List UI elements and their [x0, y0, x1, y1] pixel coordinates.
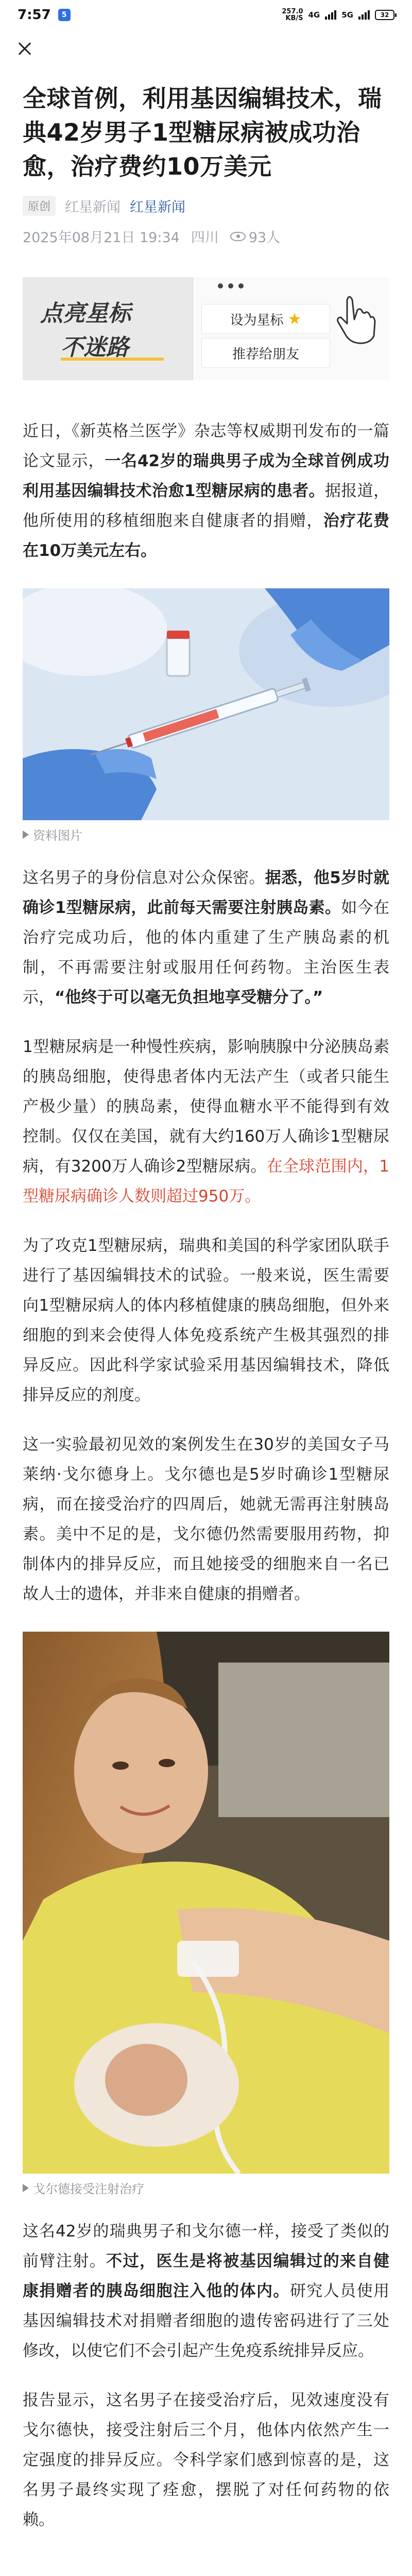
recommend-label: 推荐给朋友: [232, 346, 299, 362]
paragraph-4-text-1: 为了攻克1型糖尿病，瑞典和美国的科学家团队联手进行了基因编辑技术的试验。一般来说，医生需要向1型糖尿病人的体内移植健康的胰岛细胞，但外来细胞的到来会使得人体免疫系统产生极其强烈的排异反应。因此科学家试验采用基因编辑技术，降低排异反应的剂度。: [23, 1236, 389, 1404]
location: 四川: [191, 230, 219, 246]
paragraph-3-text-1: 1型糖尿病是一种慢性疾病，影响胰腺中分泌胰岛素的胰岛细胞，使得患者体内无法产生（或者只能生产极少量）的胰岛素，使得血糖水平不能得到有效控制。仅仅在美国，就有大约160万人确诊1型糖尿病，有3200万人确诊2型糖尿病。: [23, 1038, 389, 1176]
network-speed-value: 257.0: [282, 8, 303, 15]
paragraph-1-text-2: 据报道，他所使用的移植细胞来自健康者的捐赠，: [23, 482, 389, 530]
paragraph-3: [23, 1032, 389, 1211]
paragraph-2-bold-1: 据悉，他5岁时就确诊1型糖尿病，此前每天需要注射胰岛素。: [23, 869, 389, 917]
paragraph-6: [23, 2216, 389, 2366]
status-bar: [0, 0, 412, 30]
image-2-caption-text: 戈尔德接受注射治疗: [33, 2182, 144, 2196]
patient-photo-icon: [23, 1632, 389, 2174]
recommend-friend-button[interactable]: [201, 338, 330, 368]
paragraph-5-text-1: 这一实验最初见效的案例发生在30岁的美国女子马莱纳·戈尔德身上。戈尔德也是5岁时确诊1型糖尿病，而在接受治疗的四周后，她就无需再注射胰岛素。美中不足的是，戈尔德仍然需要服用药物，抑制体内的排异反应，而且她接受的细胞来自一名已故人士的遗体，并非来自健康的捐赠者。: [23, 1435, 389, 1603]
notification-icon: [58, 9, 71, 21]
source-row: [23, 196, 389, 216]
status-left: [18, 7, 71, 23]
paragraph-2-bold-2: “他终于可以毫无负担地享受糖分了。”: [55, 988, 323, 1007]
notification-count: 5: [61, 11, 67, 19]
status-time: 7:57: [18, 7, 51, 23]
banner-menu: [193, 277, 389, 380]
signal-icon: [325, 10, 336, 20]
banner-line-1: 点亮星标: [40, 300, 131, 327]
caption-marker-icon: [23, 831, 29, 839]
network-type-2: 5G: [341, 10, 353, 20]
views: [230, 226, 280, 246]
paragraph-4: [23, 1231, 389, 1410]
network-speed: [282, 8, 303, 22]
source-author-link[interactable]: 红星新闻: [130, 199, 186, 215]
star-banner: [23, 277, 389, 380]
source-name[interactable]: 红星新闻: [65, 199, 121, 215]
paragraph-5: [23, 1430, 389, 1609]
caption-marker-icon: [23, 2184, 29, 2192]
more-dots-icon: [218, 283, 244, 289]
meta-row: [23, 226, 389, 246]
close-icon[interactable]: [14, 38, 35, 59]
paragraph-2: [23, 863, 389, 1012]
paragraph-7-text-1: 报告显示，这名男子在接受治疗后，见效速度没有戈尔德快，接受注射后三个月，他体内依然产生一定强度的排异反应。令科学家们感到惊喜的是，这名男子最终实现了痊愈，摆脱了对任何药物的依赖。: [23, 2391, 389, 2529]
star-icon: ★: [287, 310, 302, 328]
network-type: 4G: [308, 10, 320, 20]
paragraph-1-bold-2: 治疗花费在10万美元左右。: [23, 512, 390, 560]
paragraph-7: [23, 2385, 389, 2535]
article-content: [0, 81, 412, 2535]
paragraph-6-text-2: 研究人员使用基因编辑技术对捐赠者细胞的遗传密码进行了三处修改，以使它们不会引起产生免疫系统排异反应。: [23, 2282, 390, 2360]
article-title: 全球首例，利用基因编辑技术，瑞典42岁男子1型糖尿病被成功治愈，治疗费约10万美元: [23, 84, 382, 180]
paragraph-1-bold-1: 一名42岁的瑞典男子成为全球首例成功利用基因编辑技术治愈1型糖尿病的患者。: [23, 452, 390, 500]
paragraph-1: [23, 416, 389, 566]
network-speed-unit: KB/S: [285, 14, 303, 22]
status-right: [282, 8, 394, 22]
paragraph-2-text-2: 如今在治疗完成功后，他的体内重建了生产胰岛素的机制，不再需要注射或服用任何药物。主治医生表示，: [23, 899, 389, 1007]
set-star-button[interactable]: [201, 304, 330, 334]
article-image-1[interactable]: [23, 588, 389, 820]
publish-time: 2025年08月21日 19:34: [23, 230, 180, 246]
battery-level: 32: [380, 11, 389, 19]
paragraph-6-text-1: 这名42岁的瑞典男子和戈尔德一样，接受了类似的前臂注射。: [23, 2222, 389, 2270]
view-count: 93人: [248, 230, 281, 246]
battery-icon: [375, 10, 394, 20]
image-2-caption: [23, 2179, 389, 2197]
signal-icon-2: [358, 10, 370, 20]
set-star-label: 设为星标: [230, 312, 284, 328]
paragraph-1-text-1: 近日，《新英格兰医学》杂志等权威期刊发布的一篇论文显示，: [23, 422, 389, 470]
article-image-2[interactable]: [23, 1632, 389, 2174]
nav-bar: [0, 30, 412, 67]
syringe-icon: [23, 588, 389, 820]
eye-icon: [230, 232, 246, 241]
hand-pointer-icon: [332, 290, 378, 346]
paragraph-6-bold-1: 不过，医生是将被基因编辑过的来自健康捐赠者的胰岛细胞注入他的体内。: [23, 2252, 390, 2300]
image-1-caption-text: 资料图片: [33, 828, 82, 843]
image-1-caption: [23, 825, 389, 843]
original-tag: 原创: [23, 196, 56, 216]
paragraph-3-red-1: 在全球范围内，1型糖尿病确诊人数则超过950万。: [23, 1157, 389, 1206]
banner-line-2: 不迷路: [61, 334, 129, 361]
banner-text: [23, 297, 177, 361]
paragraph-2-text-1: 这名男子的身份信息对公众保密。: [23, 869, 265, 887]
